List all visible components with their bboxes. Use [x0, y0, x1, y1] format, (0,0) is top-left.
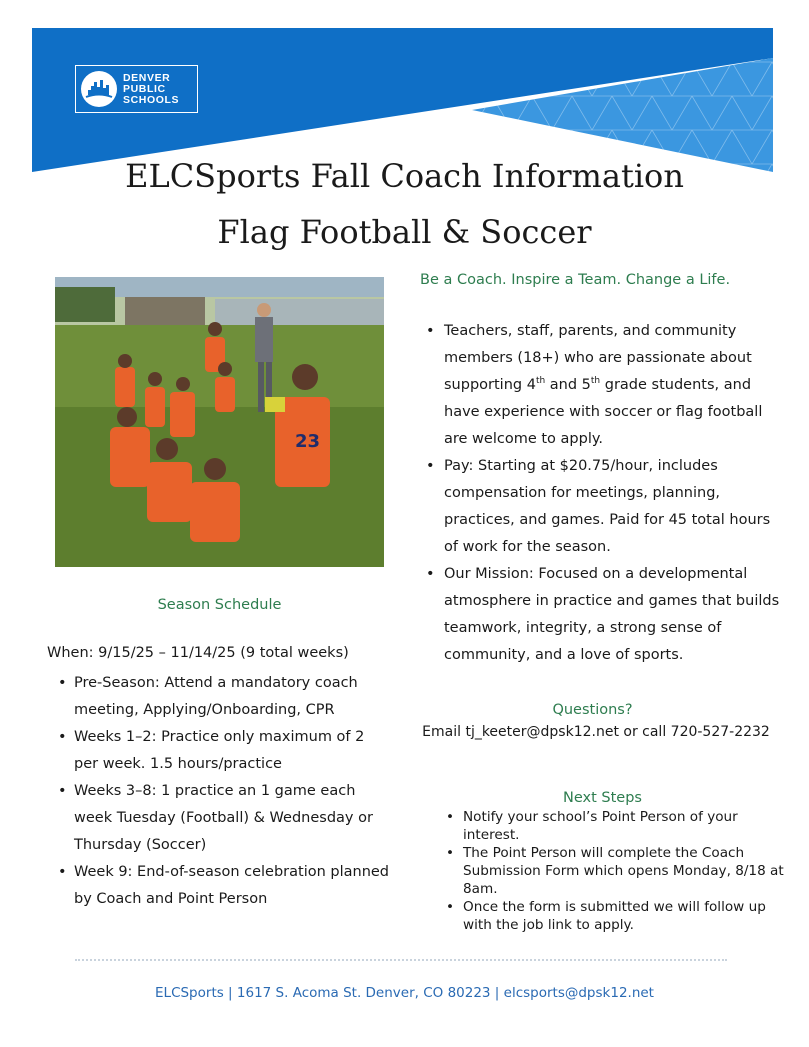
list-item: • Pay: Starting at $20.75/hour, includes compensation for meetings, planning, practices, and games. Paid for 45 total hours of work for the season. — [420, 453, 780, 561]
footer-contact: ELCSports | 1617 S. Acoma St. Denver, CO 80223 | elcsports@dpsk12.net — [155, 985, 654, 1001]
tagline: Be a Coach. Inspire a Team. Change a Life. — [420, 272, 731, 288]
logo-text-1: DENVER — [123, 71, 171, 84]
ordinal-sup-1: th — [535, 376, 546, 387]
bullet-text-1c: grade students, and have experience with soccer or flag football are welcome to apply. — [444, 377, 763, 447]
team-photo — [55, 277, 384, 567]
questions-heading: Questions? — [552, 702, 633, 718]
bullet-text-1b: and 5 — [545, 377, 591, 393]
city-skyline-icon — [81, 71, 117, 107]
logo-text-3: SCHOOLS — [123, 93, 180, 106]
next-steps-heading: Next Steps — [563, 790, 642, 806]
jersey-number: 23 — [295, 431, 321, 452]
list-item: • Once the form is submitted we will follow up with the job link to apply. — [440, 898, 785, 934]
dps-logo — [75, 65, 198, 113]
list-item: • Weeks 3–8: 1 practice an 1 game each week Tuesday (Football) & Wednesday or Thursday (Soccer) — [50, 778, 390, 859]
footer-divider — [75, 959, 727, 961]
contact-line: Email tj_keeter@dpsk12.net or call 720-527-2232 — [422, 724, 770, 740]
list-item: • The Point Person will complete the Coach Submission Form which opens Monday, 8/18 at 8am. — [440, 844, 785, 898]
info-list — [420, 318, 780, 669]
season-schedule-heading: Season Schedule — [157, 597, 282, 613]
schedule-list — [50, 670, 390, 913]
list-item: • Pre-Season: Attend a mandatory coach meeting, Applying/Onboarding, CPR — [50, 670, 390, 724]
next-steps-list — [440, 808, 785, 934]
list-item: • Week 9: End-of-season celebration planned by Coach and Point Person — [50, 859, 390, 913]
logo-text-2: PUBLIC — [123, 82, 166, 95]
list-item: • Notify your school’s Point Person of your interest. — [440, 808, 785, 844]
ordinal-sup-2: th — [590, 376, 601, 387]
page-subtitle: Flag Football & Soccer — [217, 213, 592, 251]
bullet-text-1a: Teachers, staff, parents, and community members (18+) who are passionate about supporting 4 — [444, 323, 752, 393]
season-dates: When: 9/15/25 – 11/14/25 (9 total weeks) — [47, 645, 349, 661]
page-title: ELCSports Fall Coach Information — [125, 157, 684, 195]
list-item: • Our Mission: Focused on a developmental atmosphere in practice and games that builds teamwork, integrity, a strong sense of community, and a love of sports. — [420, 561, 780, 669]
list-item — [420, 318, 780, 453]
list-item: • Weeks 1–2: Practice only maximum of 2 per week. 1.5 hours/practice — [50, 724, 390, 778]
